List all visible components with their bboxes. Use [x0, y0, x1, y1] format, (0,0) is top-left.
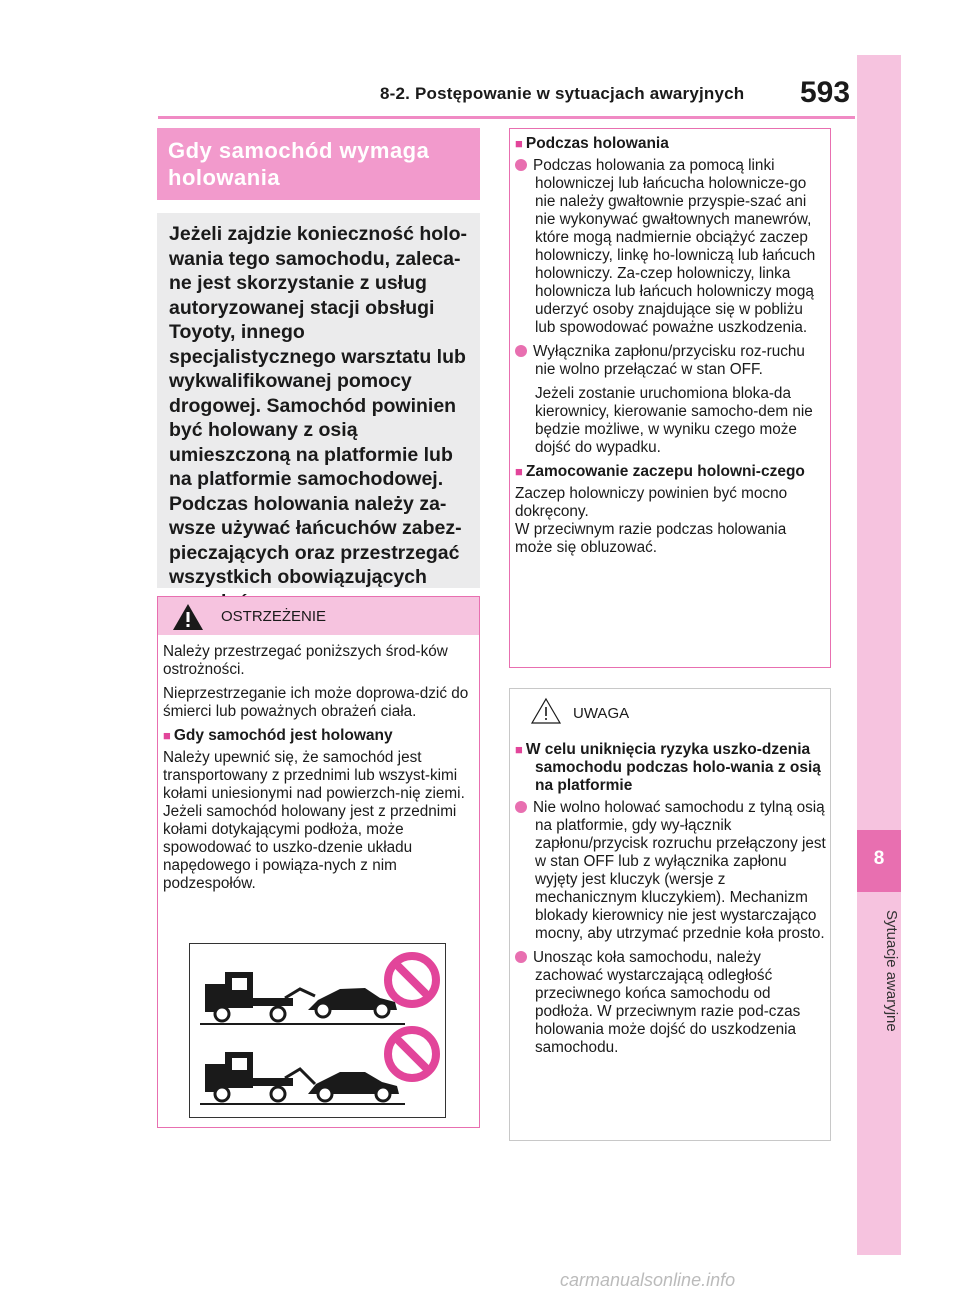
- notice-bullet: [515, 949, 827, 1057]
- chapter-number: 8: [873, 848, 885, 869]
- caution-paragraph: Zaczep holowniczy powinien być mocno dokręcony.: [515, 485, 788, 520]
- caution-bullet: [515, 343, 827, 379]
- page-number: 593: [800, 76, 851, 109]
- watermark: carmanualsonline.info: [560, 1270, 736, 1290]
- caution-subheading-text: Zamocowanie zaczepu holowni-czego: [525, 463, 805, 480]
- warning-paragraph: Nieprzestrzeganie ich może doprowa-dzić do śmierci lub poważnych obrażeń ciała.: [163, 685, 469, 720]
- towing-caution-box: [509, 128, 831, 668]
- tow-truck-icon: [205, 972, 315, 1021]
- caution-subheading: [515, 463, 827, 481]
- notice-bullet-text: Unosząc koła samochodu, należy zachować wystarczającą odległość przeciwnego końca samochodu od podłoża. W przeciwnym razie pod-czas holowania może dojść do uszkodzenia samochodu.: [533, 949, 801, 1056]
- caution-bullet-text: Wyłącznika zapłonu/przycisku roz-ruchu nie wolno przełączać w stan OFF.: [533, 343, 805, 378]
- notice-header: [510, 689, 830, 731]
- bullet-dot-icon: [515, 345, 527, 357]
- caution-bullet-continuation: Jeżeli zostanie uruchomiona bloka-da kierownicy, kierowanie samocho-dem nie będzie możliwe, w wyniku czego może dojść do wypadku.: [535, 385, 813, 456]
- warning-triangle-icon: [171, 602, 205, 632]
- caution-subheading: [515, 135, 827, 153]
- warning-paragraph: Należy przestrzegać poniższych środ-ków ostrożności.: [163, 643, 448, 678]
- section-header: 8-2. Postępowanie w sytuacjach awaryjnych: [380, 84, 745, 103]
- warning-label: OSTRZEŻENIE: [221, 608, 327, 625]
- towing-drawing: [190, 944, 445, 1117]
- square-bullet-icon: ■: [515, 136, 523, 151]
- warning-subheading-text: Gdy samochód jest holowany: [173, 727, 393, 744]
- tow-truck-icon: [205, 1052, 315, 1101]
- caution-bullet: [515, 157, 827, 337]
- warning-paragraph: Należy upewnić się, że samochód jest transportowany z przednimi lub wszyst-kimi kołami uniesionymi nad powierzch-nię ziemi. Jeżeli samochód holowany jest z przednimi kołami dotykającymi podłoża, może spowodować to uszko-dzenie układu napędowego i powiąza-nych z nim podzespołów.: [163, 749, 465, 892]
- section-title: Gdy samochód wymaga holowania: [157, 128, 480, 200]
- towing-illustration: [189, 943, 446, 1118]
- warning-subheading: [163, 727, 475, 745]
- caution-bullet-text: Podczas holowania za pomocą linki holowniczej lub łańcucha holownicze-go nie należy gwałtownie przyspie-szać ani nie wykonywać gwałtownych manewrów, które mogą nadmiernie obciążyć zaczep holowniczy, linkę ho-lowniczą lub łańcuch holowniczy. Za-czep holowniczy, linka holownicza lub łańcuch holowniczy mogą uderzyć osoby znajdujące się w pobliżu lub spowodować poważne uszkodzenia.: [533, 157, 816, 336]
- square-bullet-icon: ■: [515, 464, 523, 479]
- notice-subheading-text: W celu uniknięcia ryzyka uszko-dzenia samochodu podczas holo-wania z osią na platformie: [525, 741, 821, 794]
- towed-car-icon: [308, 1072, 399, 1101]
- notice-bullet: [515, 799, 827, 943]
- chapter-tab: [857, 55, 901, 1255]
- caution-triangle-icon: [529, 696, 563, 726]
- notice-subheading: [515, 741, 827, 795]
- bullet-dot-icon: [515, 951, 527, 963]
- notice-box: [509, 688, 831, 1141]
- warning-header: [158, 597, 479, 635]
- square-bullet-icon: ■: [163, 728, 171, 743]
- prohibited-icon: [388, 956, 436, 1004]
- caution-subheading-text: Podczas holowania: [525, 135, 669, 152]
- bullet-dot-icon: [515, 801, 527, 813]
- prohibited-icon: [388, 1030, 436, 1078]
- towed-car-icon: [308, 988, 397, 1017]
- bullet-dot-icon: [515, 159, 527, 171]
- notice-label: UWAGA: [573, 705, 630, 722]
- chapter-label: Sytuacje awaryjne: [883, 910, 900, 1032]
- caution-paragraph: W przeciwnym razie podczas holowania może się obluzować.: [515, 521, 787, 556]
- square-bullet-icon: ■: [515, 742, 523, 757]
- notice-bullet-text: Nie wolno holować samochodu z tylną osią na platformie, gdy wy-łącznik zapłonu/przycisk rozruchu przełączony jest w stan OFF lub z wyłącznika zapłonu wyjęty jest kluczyk (wersje z mechanicznym kluczykiem). Mechanizm blokady kierownicy nie jest wystarczająco mocny, aby utrzymać przednie koła prosto.: [533, 799, 826, 942]
- intro-text: Jeżeli zajdzie konieczność holo-wania tego samochodu, zaleca-ne jest skorzystanie z usług autoryzowanej stacji obsługi Toyoty, innego specjalistycznego warsztatu lub wykwalifikowanej pomocy drogowej. Samochód powinien być holowany z osią umieszczoną na platformie lub na platformie samochodowej. Podczas holowania należy za-wsze używać łańcuchów zabez-pieczających oraz przestrzegać wszystkich obowiązujących: [157, 213, 480, 588]
- header-divider: [158, 116, 855, 119]
